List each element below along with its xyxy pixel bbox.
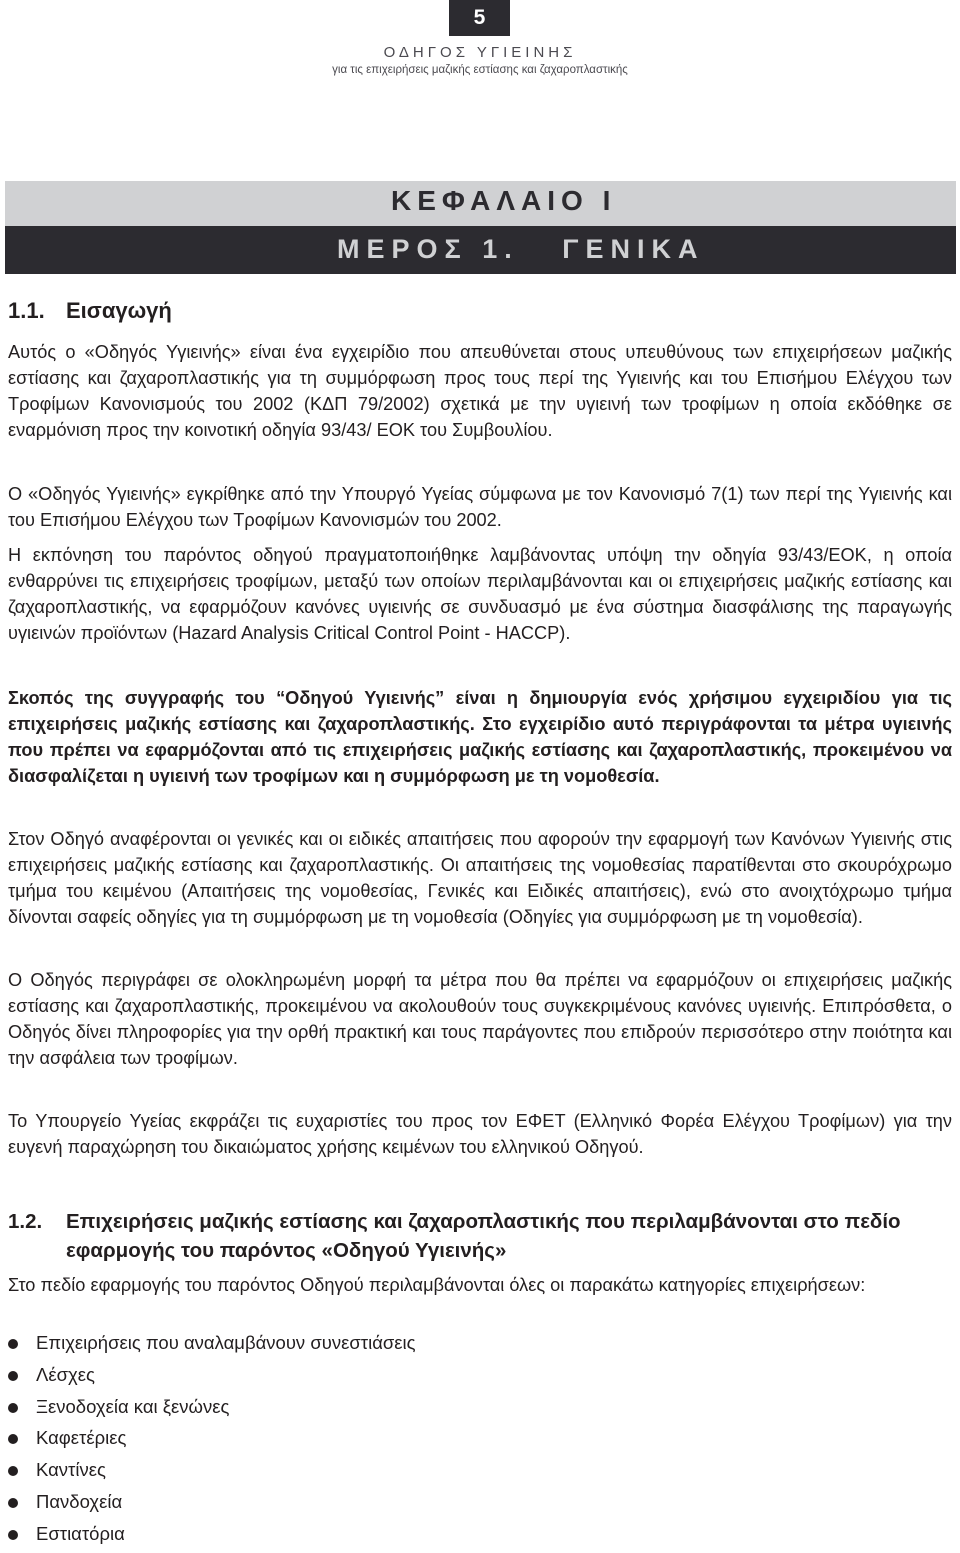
bullet-icon bbox=[8, 1434, 18, 1444]
paragraph: Στο πεδίο εφαρμογής του παρόντος Οδηγού περιλαμβάνονται όλες οι παρακάτω κατηγορίες επιχειρήσεων: bbox=[8, 1275, 866, 1295]
paragraph: Αυτός ο «Οδηγός Υγιεινής» είναι ένα εγχειρίδιο που απευθύνεται στους υπευθύνους των επιχειρήσεων μαζικής εστίασης και ζαχαροπλαστικής για τη συμμόρφωση προς τους περί της Υγιεινής και του Επισήμου Ελέγχου των Τροφίμων Κανονισμούς του 2002 (ΚΔΠ 79/2002) σχετικά με την υγιεινή των τροφίμων η οποία εκδόθηκε σε εναρμόνιση προς την κοινοτική οδηγία 93/43/ ΕΟΚ του Συμβουλίου. bbox=[8, 342, 952, 441]
business-category-list bbox=[8, 1330, 416, 1553]
paragraph: Η εκπόνηση του παρόντος οδηγού πραγματοποιήθηκε λαμβάνοντας υπόψη την οδηγία 93/43/ΕΟΚ, η οποία ενθαρρύνει τις επιχειρήσεις τροφίμων, μεταξύ των οποίων περιλαμβάνονται και οι επιχειρήσεις μαζικής εστίασης και ζαχαροπλαστικής, να εφαρμόζουν κανόνες υγιεινής σε συνδυασμό με ένα σύστημα διασφάλισης της παραγωγής υγιεινών προϊόντων (Hazard Analysis Critical Control Point - HACCP). bbox=[8, 545, 952, 644]
list-item: Ξενοδοχεία και ξενώνες bbox=[8, 1394, 416, 1426]
paragraph: Το Υπουργείο Υγείας εκφράζει τις ευχαριστίες του προς τον ΕΦΕΤ (Ελληνικό Φορέα Ελέγχου Τροφίμων) για την ευγενή παραχώρηση του δικαιώματος χρήσης κειμένων του ελληνικού Οδηγού. bbox=[8, 1111, 952, 1158]
paragraph: Στον Οδηγό αναφέρονται οι γενικές και οι ειδικές απαιτήσεις που αφορούν την εφαρμογή των Κανόνων Υγιεινής στις επιχειρήσεις μαζικής εστίασης και ζαχαροπλαστικής. Οι απαιτήσεις της νομοθεσίας παρατίθενται στο σκουρόχρωμο τμήμα του κειμένου (Απαιτήσεις της νομοθεσίας, Γενικές και Ειδικές απαιτήσεις), ενώ στο ανοιχτόχρωμο τμήμα δίνονται σαφείς οδηγίες για τη συμμόρφωση με τη νομοθεσία (Οδηγίες για συμμόρφωση με τη νομοθεσία). bbox=[8, 829, 952, 928]
paragraph-emphasis: Σκοπός της συγγραφής του “Οδηγού Υγιεινής” είναι η δημιουργία ενός χρήσιμου εγχειριδίου για τις επιχειρήσεις μαζικής εστίασης και ζαχαροπλαστικής. Στο εγχειρίδιο αυτό περιγράφονται τα μέτρα υγιεινής που πρέπει να εφαρμόζονται από τις επιχειρήσεις μαζικής εστίασης και ζαχαροπλαστικής, προκειμένου να διασφαλίζεται η υγιεινή των τροφίμων και η συμμόρφωση με τη νομοθεσία. bbox=[8, 688, 952, 787]
bullet-icon bbox=[8, 1530, 18, 1540]
chapter-title: ΚΕΦΑΛΑΙΟ I bbox=[391, 185, 617, 216]
section-number: 1.2. bbox=[8, 1210, 43, 1233]
paragraph: Ο Οδηγός περιγράφει σε ολοκληρωμένη μορφή τα μέτρα που θα πρέπει να εφαρμόζουν οι επιχειρήσεις μαζικής εστίασης και ζαχαροπλαστικής, προκειμένου να ακολουθούν τους συγκεκριμένους κανόνες υγιεινής. Επιπρόσθετα, ο Οδηγός δίνει πληροφορίες για την ορθή πρακτική και τους παράγοντες που επιδρούν περισσότερο στην ποιότητα και την ασφάλεια των τροφίμων. bbox=[8, 970, 952, 1069]
section-title: Εισαγωγή bbox=[66, 298, 172, 323]
bullet-icon bbox=[8, 1371, 18, 1381]
list-item: Πανδοχεία bbox=[8, 1489, 416, 1521]
list-item: Λέσχες bbox=[8, 1362, 416, 1394]
running-header-title: ΟΔΗΓΟΣ ΥΓΙΕΙΝΗΣ bbox=[383, 44, 577, 61]
chapter-band bbox=[5, 181, 956, 226]
part-title: ΜΕΡΟΣ 1. ΓΕΝΙΚΑ bbox=[337, 234, 705, 264]
bullet-icon bbox=[8, 1466, 18, 1476]
section-title: Επιχειρήσεις μαζικής εστίασης και ζαχαροπλαστικής που περιλαμβάνονται στο πεδίο εφαρμογής του παρόντος «Οδηγού Υγιεινής» bbox=[66, 1210, 901, 1262]
bullet-icon bbox=[8, 1498, 18, 1508]
running-header-subtitle: για τις επιχειρήσεις μαζικής εστίασης και ζαχαροπλαστικής bbox=[332, 64, 628, 76]
bullet-icon bbox=[8, 1339, 18, 1349]
bullet-icon bbox=[8, 1403, 18, 1413]
list-item: Επιχειρήσεις που αναλαμβάνουν συνεστιάσεις bbox=[8, 1330, 416, 1362]
section-number: 1.1. bbox=[8, 298, 45, 323]
page-number: 5 bbox=[449, 0, 510, 36]
list-item: Εστιατόρια bbox=[8, 1521, 416, 1553]
list-item: Καντίνες bbox=[8, 1457, 416, 1489]
part-band bbox=[5, 226, 956, 274]
paragraph: Ο «Οδηγός Υγιεινής» εγκρίθηκε από την Υπουργό Υγείας σύμφωνα με τον Κανονισμό 7(1) των περί της Υγιεινής και του Επισήμου Ελέγχου των Τροφίμων Κανονισμών του 2002. bbox=[8, 484, 952, 531]
section-heading-1-1 bbox=[8, 298, 172, 324]
list-item: Καφετέριες bbox=[8, 1425, 416, 1457]
